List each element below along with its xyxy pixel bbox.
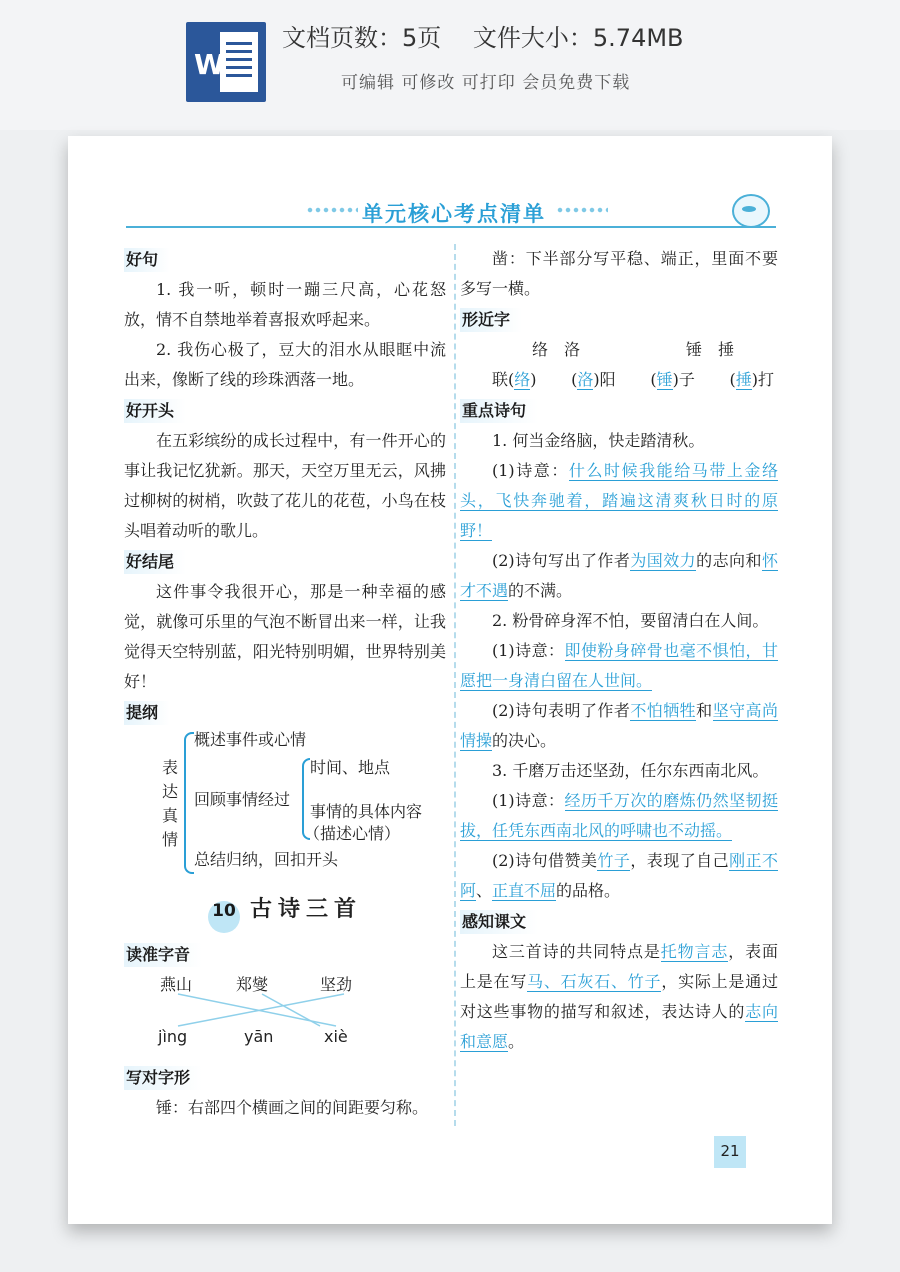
word-item: 郑燮 [236,975,269,994]
document-info-title: 文档页数：5页 文件大小：5.74MB [282,24,684,52]
column-divider [454,244,456,1126]
poem-line-2: 2. 粉骨碎身浑不怕，要留清白在人间。 [492,611,769,630]
page-number: 21 [714,1136,746,1168]
section-title: 好开头 [124,399,186,423]
document-page [68,136,832,1224]
similar-head: 洛 [563,340,580,359]
word-icon-letter: W [194,48,225,81]
section-title: 好结尾 [124,550,186,574]
section-title: 提纲 [124,701,170,725]
outline-item-b: 回顾事情经过 [194,790,291,809]
section-title: 形近字 [460,308,522,332]
pinyin-item: xiè [324,1027,348,1046]
similar-head: 锤 [685,340,702,359]
section-title: 感知课文 [460,910,538,934]
poem-3-meaning: (1)诗意：经历千万次的磨炼仍然坚韧挺拔，任凭东西南北风的呼啸也不动摇。 [460,791,778,840]
outline-item-c: 总结归纳，回扣开头 [194,850,339,869]
good-opening-text: 在五彩缤纷的成长过程中，有一件开心的事让我记忆犹新。那天，天空万里无云，风拂过柳树的树梢，吹鼓了花儿的花苞，小鸟在枝头唱着动听的歌儿。 [124,431,446,540]
good-ending-text: 这件事令我很开心，那是一种幸福的感觉，就像可乐里的气泡不断冒出来一样，让我觉得天空特别蓝，阳光特别明媚，世界特别美好！ [124,582,446,691]
poem-3-analysis: (2)诗句借赞美竹子，表现了自己刚正不阿、正直不屈的品格。 [460,851,778,900]
poem-line-1: 1. 何当金络脑，快走踏清秋。 [492,431,705,450]
word-item: 坚劲 [320,975,353,994]
similar-head: 络 [532,340,549,359]
lesson-title: 古诗三首 [249,896,362,922]
document-info-subtitle: 可编辑 可修改 可打印 会员免费下载 [341,73,631,93]
pinyin-item: jìng [158,1027,188,1046]
poem-1-meaning: (1)诗意：什么时候我能给马带上金络头，飞快奔驰着，踏遍这清爽秋日时的原野！ [460,461,778,540]
poem-1-analysis: (2)诗句写出了作者为国效力的志向和怀才不遇的不满。 [460,551,778,600]
poem-line-3: 3. 千磨万击还坚劲，任尔东西南北风。 [492,761,769,780]
lesson-heading [124,892,446,933]
similar-head: 捶 [717,340,734,359]
similar-row [460,365,778,395]
perception-text: 这三首诗的共同特点是托物言志，表面上是在写马、石灰石、竹子，实际上是通过对这些事物的描写和叙述，表达诗人的志向和意愿。 [460,942,778,1051]
pinyin-matching [124,970,446,1062]
lesson-number: 10 [208,901,240,933]
outline-item-a: 概述事件或心情 [194,730,307,749]
similar-item: (捶)打 [729,370,774,389]
download-header [0,0,900,130]
good-sentence-2: 2. 我伤心极了，豆大的泪水从眼眶中流出来，像断了线的珍珠洒落一地。 [124,340,446,389]
outline-root: 表达真情 [162,758,179,849]
poem-2-meaning: (1)诗意：即使粉身碎骨也毫不惧怕，甘愿把一身清白留在人世间。 [460,641,778,690]
pinyin-item: yān [244,1027,274,1046]
similar-heads [460,335,778,365]
similar-item: 联(络) [492,370,537,389]
word-item: 燕山 [160,975,193,994]
section-title: 读准字音 [124,943,202,967]
good-sentence-1: 1. 我一听，顿时一蹦三尺高，心花怒放，情不自禁地举着喜报欢呼起来。 [124,280,446,329]
banner-title: 单元核心考点清单 [362,201,546,226]
unit-banner [126,198,776,228]
section-title: 重点诗句 [460,399,538,423]
similar-item: (锤)子 [650,370,695,389]
word-document-icon [186,22,266,102]
outline-item-b2-note: （描述心情） [304,824,401,843]
similar-item: (洛)阳 [571,370,616,389]
outline-item-b1: 时间、地点 [310,758,391,777]
poem-2-analysis: (2)诗句表明了作者不怕牺牲和坚守高尚情操的决心。 [460,701,778,750]
section-title: 写对字形 [124,1066,202,1090]
section-title: 好句 [124,248,170,272]
writing-note: 锤：右部四个横画之间的间距要匀称。 [156,1098,429,1117]
outline-item-b2: 事情的具体内容 [310,802,423,821]
outline-diagram [124,728,446,880]
mascot-icon [732,194,770,228]
left-column [124,244,446,1123]
right-column [460,244,778,1057]
writing-note-cont: 凿：下半部分写平稳、端正，里面不要多写一横。 [460,249,778,298]
